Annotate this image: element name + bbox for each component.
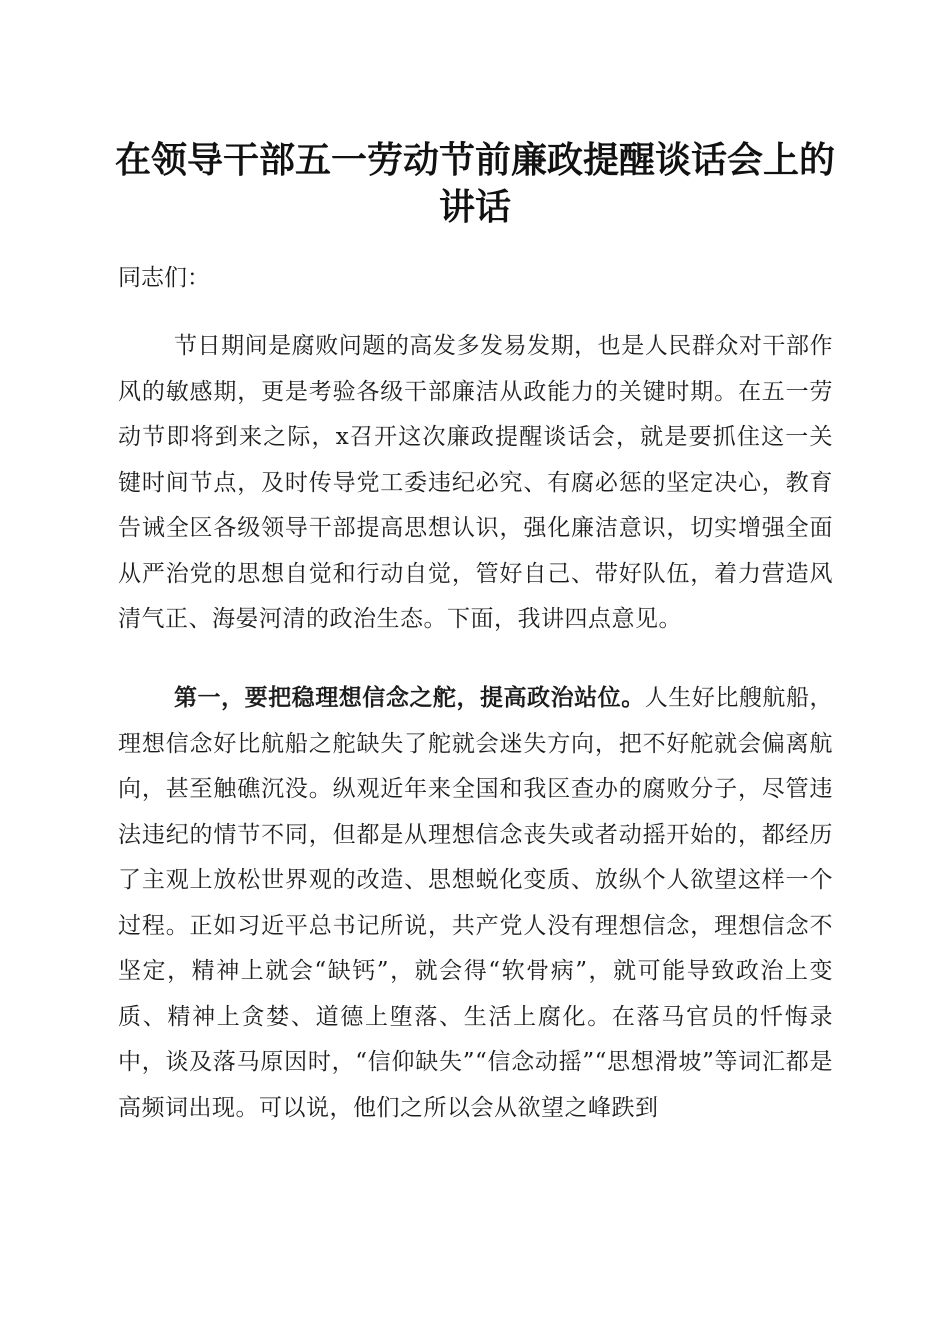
document-title-line-2: 讲话: [438, 186, 511, 228]
paragraph-first-point-heading: 第一，要把稳理想信念之舵，提高政治站位。: [174, 684, 645, 711]
document-title-line-1: 在领导干部五一劳动节前廉政提醒谈话会上的: [114, 139, 835, 181]
paragraph-first-point: [118, 675, 833, 1131]
salutation: 同志们：: [118, 265, 210, 291]
paragraph-intro: 节日期间是腐败问题的高发多发易发期，也是人民群众对干部作风的敏感期，更是考验各级干部廉洁从政能力的关键时期。在五一劳动节即将到来之际，x召开这次廉政提醒谈话会，就是要抓住这一关键时间节点，及时传导党工委违纪必究、有腐必惩的坚定决心，教育告诫全区各级领导干部提高思想认识，强化廉洁意识，切实增强全面从严治党的思想自觉和行动自觉，管好自己、带好队伍，着力营造风清气正、海晏河清的政治生态。下面，我讲四点意见。: [118, 333, 833, 632]
paragraph-first-point-body: 人生好比艘航船，理想信念好比航船之舵缺失了舵就会迷失方向，把不好舵就会偏离航向，甚至触礁沉没。纵观近年来全国和我区查办的腐败分子，尽管违法违纪的情节不同，但都是从理想信念丧失或者动摇开始的，都经历了主观上放松世界观的改造、思想蜕化变质、放纵个人欲望这样一个过程。正如习近平总书记所说，共产党人没有理想信念，理想信念不坚定，精神上就会“缺钙”，就会得“软骨病”，就可能导致政治上变质、精神上贪婪、道德上堕落、生活上腐化。在落马官员的忏悔录中，谈及落马原因时，“信仰缺失”“信念动摇”“思想滑坡”等词汇都是高频词出现。可以说，他们之所以会从欲望之峰跌到: [118, 685, 834, 1121]
